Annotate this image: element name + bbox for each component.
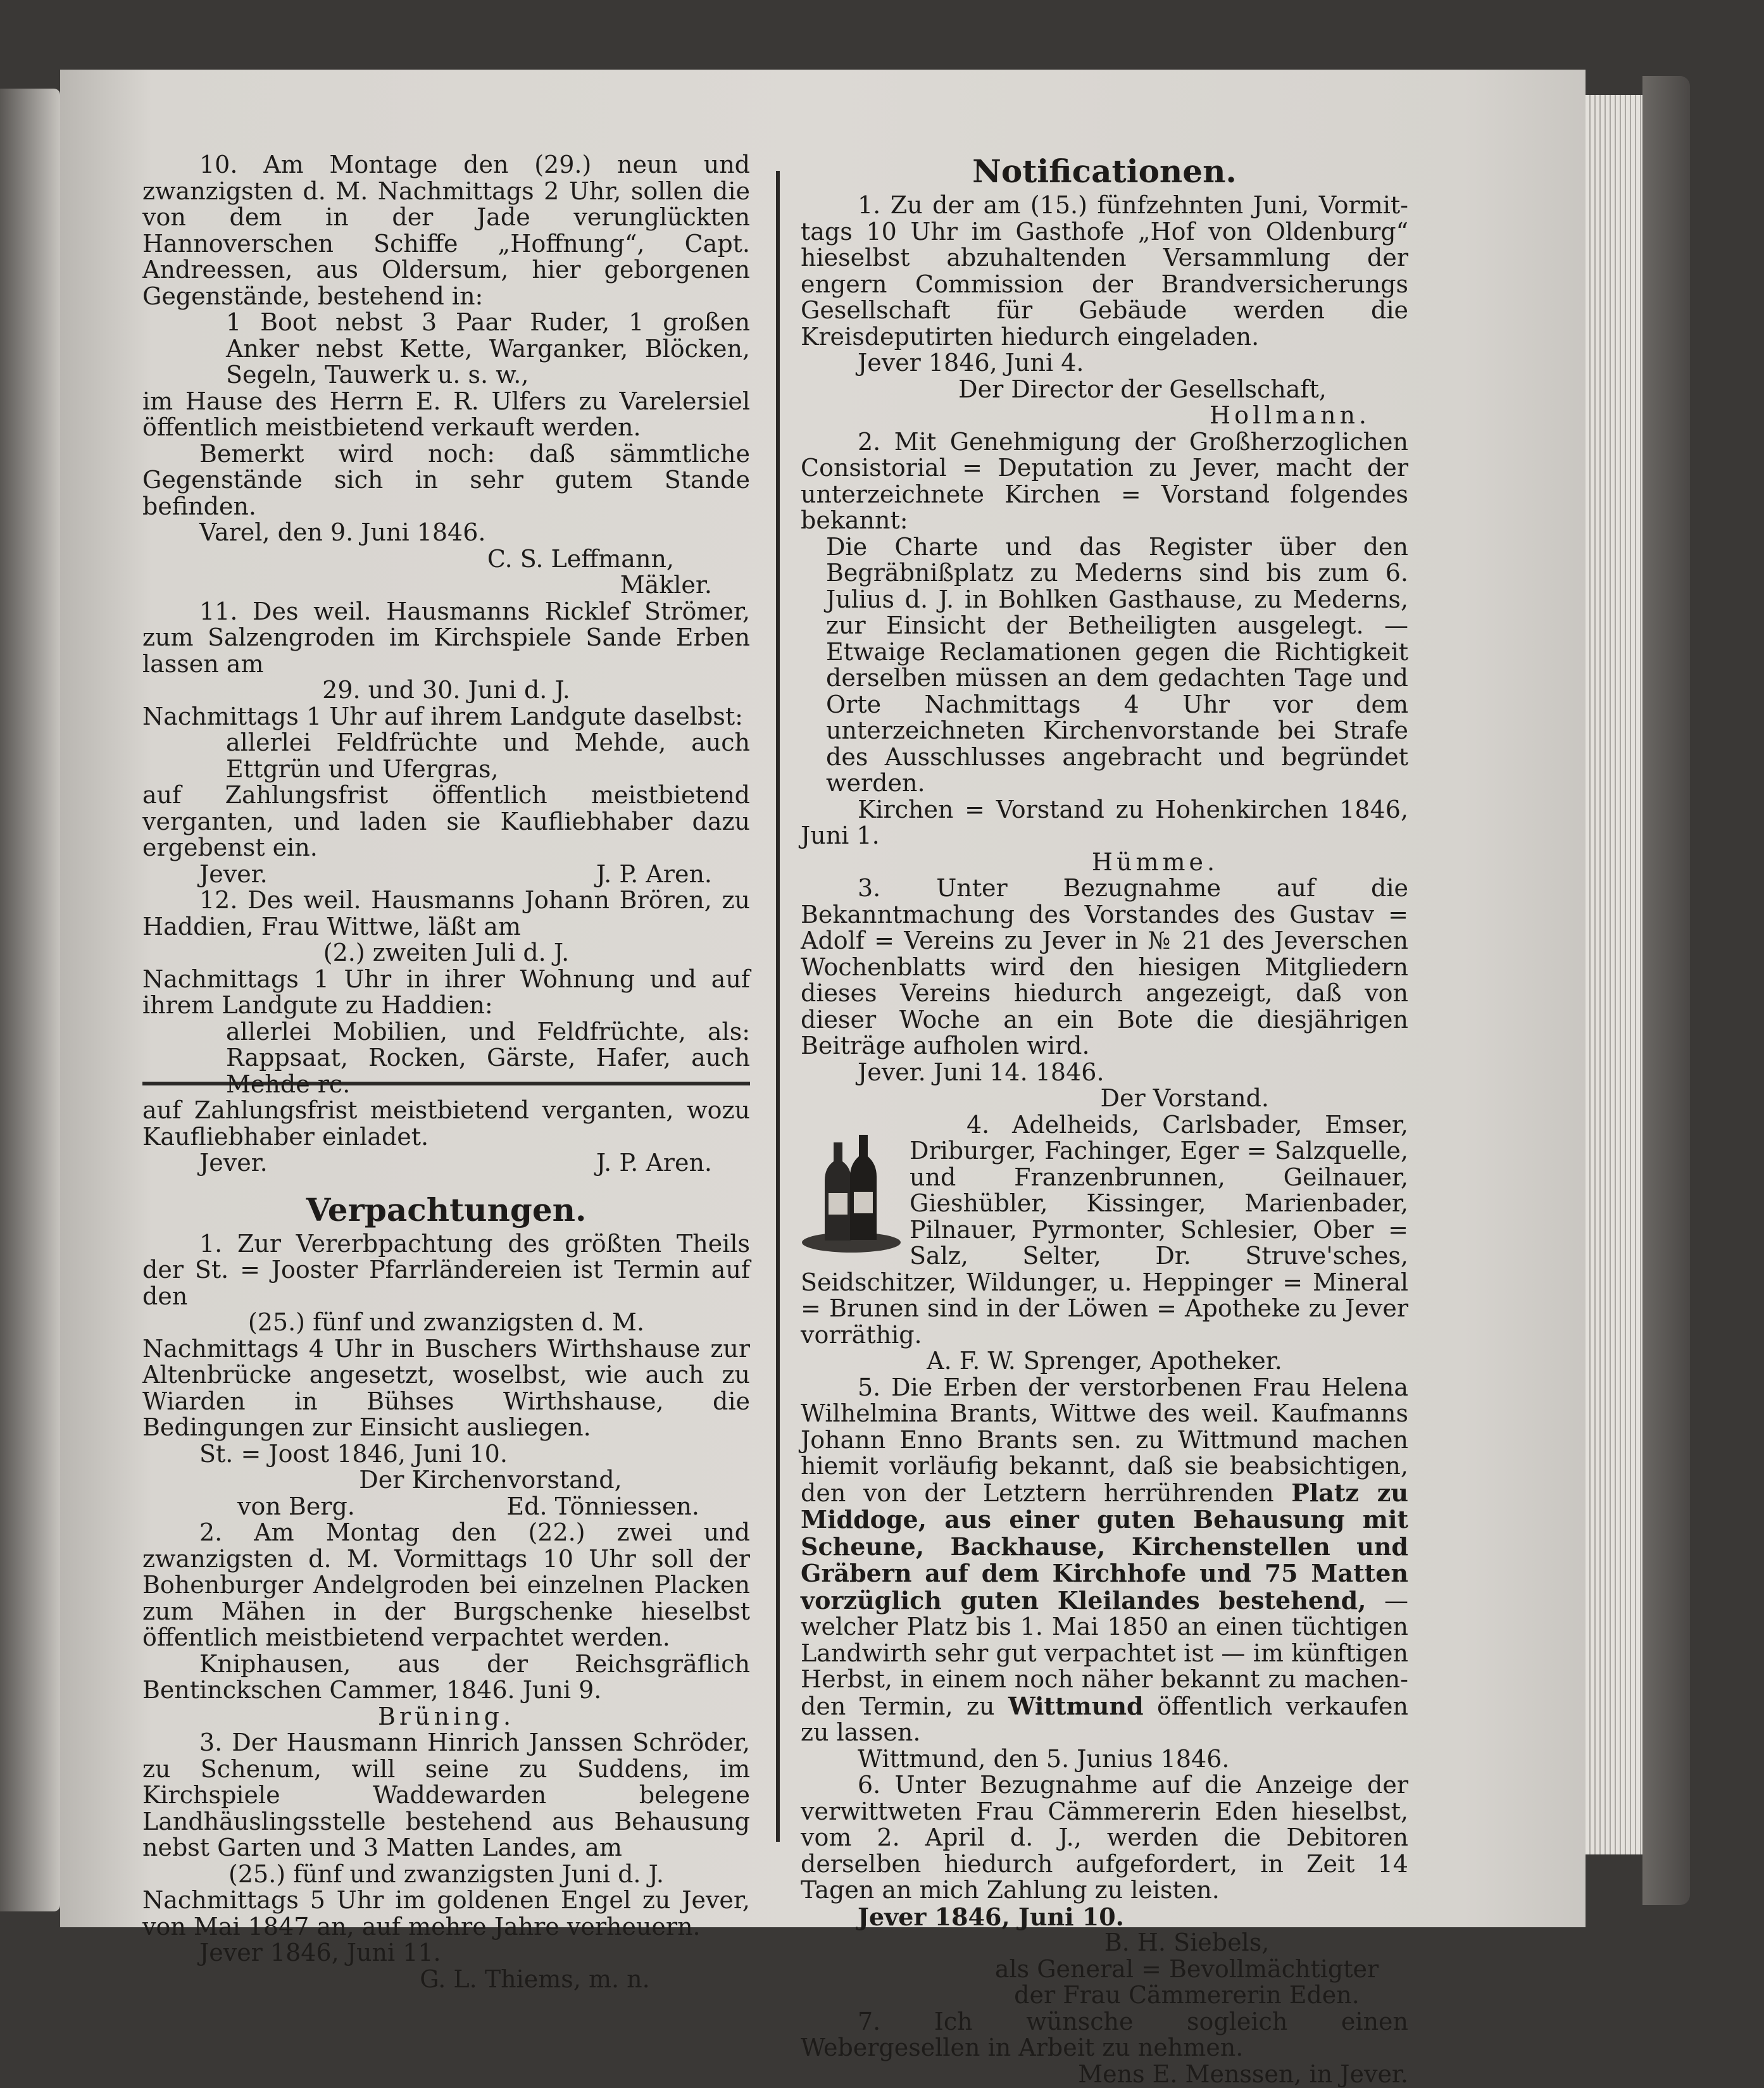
notice-text: 12. Des weil. Hausmanns Johann Brören, zu Haddien, Frau Wittwe, läßt am (142, 886, 750, 941)
notice-dateline: Kniphausen, aus der Reichsgräflich Bentinckschen Cammer, 1846. Juni 9. (142, 1649, 750, 1704)
notice-date: (2.) zweiten Juli d. J. (323, 939, 570, 966)
notice-signatures (142, 1494, 750, 1520)
notice-dateline: St. = Joost 1846, Juni 10. (199, 1439, 508, 1468)
column-divider (776, 171, 780, 1842)
notice-signature: Der Director der Gesellschaft, (958, 375, 1327, 403)
notice-text: 2. Am Montag den (22.) zwei und zwanzigsten d. M. Vormittags 10 Uhr soll der Bohenburger Andelgroden bei einzelnen Placken zum Mähen in der Burgschenke hieselbst öffentlich meistbietend verpachtet werden. (142, 1518, 750, 1651)
notice-text-bold: Platz zu Middoge, aus einer guten Behausung mit Scheune, Backhause, Kirchenstellen und Gräbern auf dem Kirchhofe und 75 Matten vorzüglich guten Kleilandes bestehend, (801, 1478, 1408, 1615)
notice-10 (142, 152, 750, 599)
notice-dateline: Wittmund, den 5. Junius 1846. (858, 1744, 1230, 1773)
notice-text: 10. Am Montage den (29.) neun und zwanzigsten d. M. Nachmittags 2 Uhr, sollen die von dem in der Jade verunglückten Hannoverschen Schiffe „Hoffnung“, Capt. Andreessen, aus Oldersum, hier geborgenen Gegenstände, bestehend in: (142, 151, 750, 310)
notice-text: 1. Zur Vererbpachtung des größten Theils der St. = Jooster Pfarrländereien ist Termin auf den (142, 1229, 750, 1310)
notice-text: Nachmittags 4 Uhr in Buschers Wirthshause zur Altenbrücke angesetzt, woselbst, wie auch zu Wiarden in Bühses Wirthshause, die Bedingungen zur Einsicht ausliegen. (142, 1334, 750, 1441)
notice-signature: Brüning. (377, 1702, 515, 1730)
notice-date: 29. und 30. Juni d. J. (322, 676, 570, 704)
section-heading-notificationen: Notificationen. (972, 153, 1237, 190)
notice-signature: C. S. Leffmann, (487, 544, 674, 573)
notice-footer (142, 1150, 750, 1177)
left-column (142, 152, 750, 1992)
section-heading-verpachtungen: Verpachtungen. (306, 1191, 587, 1228)
notice-signature: Hollmann. (1209, 401, 1370, 429)
notice-signature: Mens E. Menssen, in Jever. (1078, 2060, 1408, 2088)
notice-signature: G. L. Thiems, m. n. (420, 1965, 650, 1993)
notice-signature: Der Kirchenvorstand, (359, 1466, 622, 1494)
notice-dateline: Kirchen = Vorstand zu Hohenkirchen 1846, Juni 1. (801, 795, 1408, 849)
notification-5 (801, 1375, 1408, 1773)
notice-signature: J. P. Aren. (596, 1149, 712, 1177)
notice-text: 3. Unter Bezugnahme auf die Bekanntmachung des Vorstandes des Gustav = Adolf = Vereins zu Jever in № 21 des Jeverschen Wochenblatts wird den hiesigen Mitgliedern dieses Vereins hiedurch angezeigt, daß von dieser Woche an ein Bote die diesjährigen Beiträge aufholen wird. (801, 874, 1408, 1060)
notice-text: im Hause des Herrn E. R. Ulfers zu Varelersiel öffentlich meistbietend verkauft werden. (142, 387, 750, 441)
notice-signature: als General = Bevollmächtigter (994, 1954, 1379, 1983)
notice-text: 1. Zu der am (15.) fünfzehnten Juni, Vormittags 10 Uhr im Gasthofe „Hof von Oldenburg“ hieselbst abzuhaltenden Versammlung der engern Commission der Brandversicherungs Gesellschaft für Gebäude werden die Kreisdeputirten hiedurch eingeladen. (801, 191, 1408, 351)
notice-12 (142, 887, 750, 1177)
notice-signature: der Frau Cämmererin Eden. (1014, 1981, 1360, 2009)
notice-text: Nachmittags 1 Uhr auf ihrem Landgute daselbst: (142, 702, 743, 730)
notice-text: 6. Unter Bezugnahme auf die Anzeige der verwittweten Frau Cämmererin Eden hieselbst, vom 2. April d. J., werden die Debitoren derselben hiedurch aufgefordert, in Zeit 14 Tagen an mich Zahlung zu leisten. (801, 1771, 1408, 1904)
notice-text: 3. Der Hausmann Hinrich Janssen Schröder, zu Schenum, will seine zu Suddens, im Kirchspiele Waddewarden belegene Landhäuslingsstelle bestehend aus Behausung nebst Garten und 3 Matten Landes, am (142, 1729, 750, 1861)
right-column (801, 152, 1408, 2087)
notice-signature: Hümme. (1091, 847, 1219, 876)
notice-text-part: öffentlich verkaufen zu lassen. (801, 1692, 1408, 1746)
notification-7 (801, 2009, 1408, 2088)
notice-dateline: Jever 1846, Juni 10. (858, 1902, 1124, 1931)
pacht-notice-1 (142, 1231, 750, 1520)
notification-2 (801, 429, 1408, 876)
notice-signature: Ed. Tönniessen. (506, 1492, 699, 1520)
pacht-notice-2 (142, 1520, 750, 1730)
notice-text: auf Zahlungsfrist meistbietend verganten, wozu Kaufliebhaber einladet. (142, 1096, 750, 1151)
notice-text: 11. Des weil. Hausmanns Ricklef Strömer, zum Salzengroden im Kirchspiele Sande Erben lassen am (142, 597, 750, 678)
notice-signature-title: Mäkler. (620, 571, 712, 599)
notice-place: Jever. (199, 860, 268, 888)
notice-signature: J. P. Aren. (596, 860, 712, 888)
notice-dateline: Jever 1846, Juni 4. (858, 349, 1084, 377)
notification-4 (801, 1112, 1408, 1375)
notice-list: allerlei Feldfrüchte und Mehde, auch Ettgrün und Ufergras, (226, 728, 750, 783)
notice-text: Nachmittags 5 Uhr im goldenen Engel zu Jever, von Mai 1847 an, auf mehre Jahre verheuern. (142, 1886, 750, 1941)
notice-list: 1 Boot nebst 3 Paar Ruder, 1 großen Anker nebst Kette, Warganker, Blöcken, Segeln, Tauwerk u. s. w., (226, 308, 750, 389)
notice-text-part: 5. Die Erben der verstorbenen Frau Helena Wilhelmina Brants, Wittwe des weil. Kaufmanns Johann Enno Brants sen. zu Wittmund machen hiemit vorläufig bekannt, daß sie beabsichtigen, den von der Letztern herrührenden (801, 1373, 1408, 1507)
pacht-notice-3 (142, 1730, 750, 1992)
notice-11 (142, 599, 750, 888)
notification-1 (801, 192, 1408, 429)
mineral-water-bottles-illustration (801, 1117, 902, 1256)
page-block-edge (1586, 95, 1642, 1854)
notice-text: Bemerkt wird noch: daß sämmtliche Gegenstände sich in sehr gutem Stande befinden. (142, 439, 750, 520)
notification-3 (801, 875, 1408, 1112)
facing-page-edge (0, 89, 60, 1911)
notice-text: 7. Ich wünsche sogleich einen Webergesellen in Arbeit zu nehmen. (801, 2007, 1408, 2061)
notice-signature: B. H. Siebels, (1104, 1929, 1270, 1956)
notice-footer (142, 861, 750, 888)
notice-text-bold: Wittmund (1008, 1691, 1144, 1720)
notice-text: 2. Mit Genehmigung der Großherzoglichen Consistorial = Deputation zu Jever, macht der unterzeichnete Kirchen = Vorstand folgendes bekannt: (801, 427, 1408, 534)
notice-text (801, 1375, 1408, 1746)
notice-signature: A. F. W. Sprenger, Apotheker. (927, 1347, 1282, 1375)
notice-text: Die Charte und das Register über den Begräbnißplatz zu Mederns sind bis zum 6. Julius d. J. in Bohlken Gasthause, zu Mederns, zur Einsicht der Betheiligten ausgelegt. — Etwaige Reclamationen gegen die Richtigkeit derselben müssen an dem gedachten Tage und Orte Nachmittags 4 Uhr vor dem unterzeichneten Kirchenvorstande bei Strafe des Ausschlusses angebracht und begründet werden. (826, 532, 1408, 797)
notice-signature: von Berg. (237, 1492, 355, 1520)
notice-dateline: Jever. Juni 14. 1846. (858, 1058, 1104, 1086)
notice-place: Jever. (199, 1149, 268, 1177)
notice-text: Nachmittags 1 Uhr in ihrer Wohnung und auf ihrem Landgute zu Haddien: (142, 965, 750, 1019)
notice-signature: Der Vorstand. (1100, 1084, 1269, 1112)
notice-text-part: — welcher Platz bis 1. Mai 1850 an einen tüchtigen Landwirth sehr gut verpachtet ist — im künftigen Herbst, in einem noch näher bekannt zu machenden Termin, zu (801, 1586, 1408, 1720)
notice-text: 4. Adelheids, Carlsbader, Emser, Driburger, Fachinger, Eger = Salzquelle, und Franzenbrunnen, Geilnauer, Gieshübler, Kissinger, Marienbader, Pilnauer, Pyrmonter, Schlesier, Ober = Salz, Selter, Dr. Struve'sches, Seidschitzer, Wildunger, u. Heppinger = Mineral = Brunen sind in der Löwen = Apotheke zu Jever vorräthig. (801, 1110, 1408, 1349)
notice-dateline: Varel, den 9. Juni 1846. (199, 518, 486, 546)
notice-text: auf Zahlungsfrist öffentlich meistbietend verganten, und laden sie Kaufliebhaber dazu ergebenst ein. (142, 781, 750, 861)
notification-6 (801, 1772, 1408, 2009)
notice-date: (25.) fünf und zwanzigsten Juni d. J. (228, 1860, 664, 1888)
notice-list: allerlei Mobilien, und Feldfrüchte, als: Rappsaat, Rocken, Gärste, Hafer, auch Mehde rc. (226, 1017, 750, 1098)
notice-date: (25.) fünf und zwanzigsten d. M. (247, 1308, 645, 1336)
book-cover-edge (1642, 76, 1690, 1905)
notice-dateline: Jever 1846, Juni 11. (199, 1939, 441, 1966)
